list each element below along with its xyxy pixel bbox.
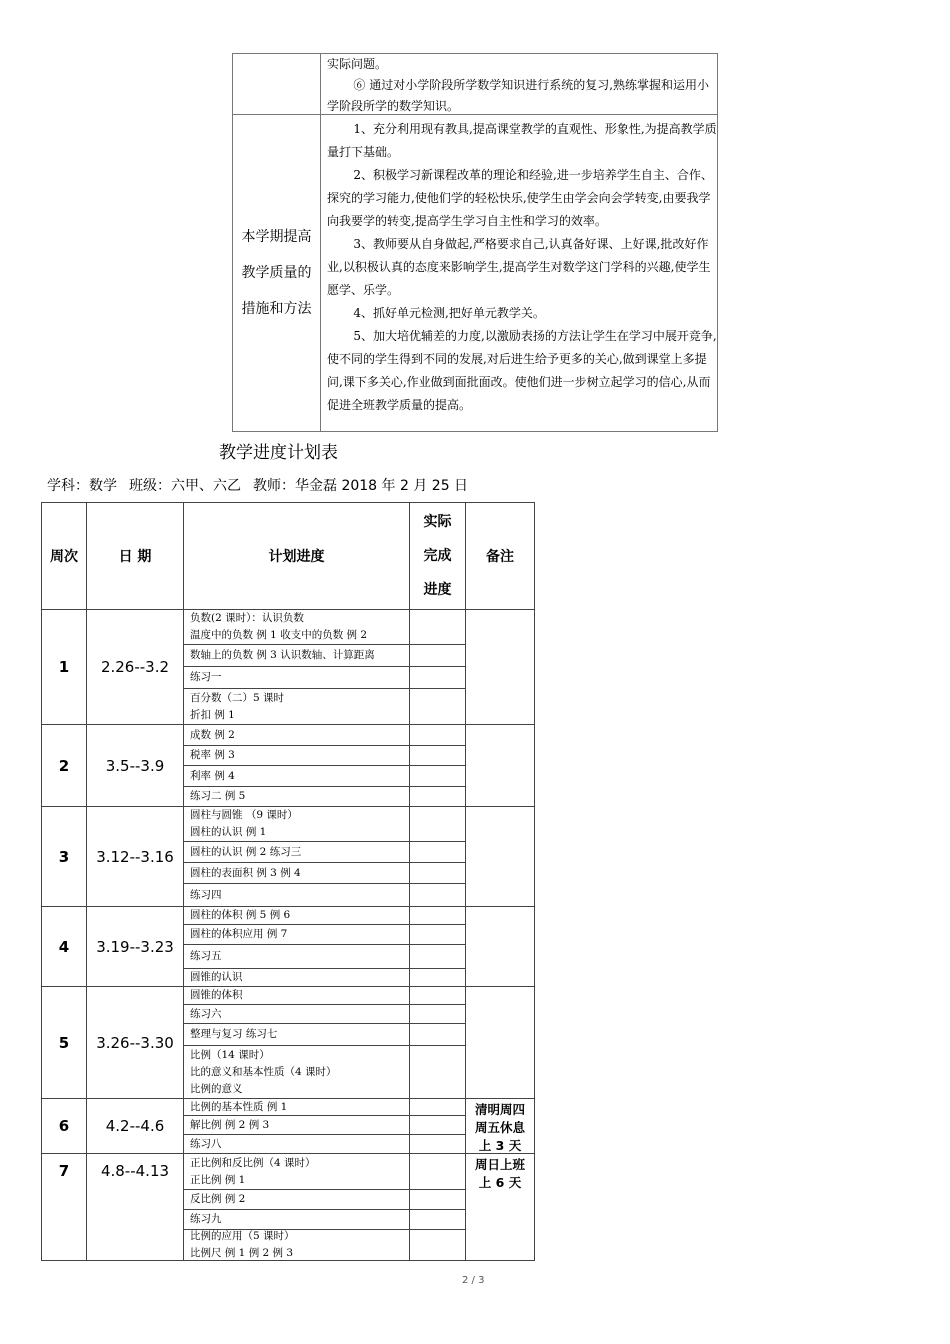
header-week: 周次 bbox=[41, 502, 87, 610]
plan-row bbox=[183, 806, 410, 842]
week-date-cell bbox=[86, 1153, 184, 1261]
actual-progress-cell bbox=[409, 806, 466, 842]
header-note: 备注 bbox=[465, 502, 535, 610]
plan-line: 整理与复习 练习七 bbox=[190, 1028, 278, 1040]
week-date: 3.12--3.16 bbox=[96, 847, 174, 866]
plan-line: 圆锥的体积 bbox=[190, 989, 243, 1001]
plan-row bbox=[183, 688, 410, 725]
week-number-cell bbox=[41, 609, 87, 725]
actual-progress-cell bbox=[409, 765, 466, 787]
week-date-cell bbox=[86, 609, 184, 725]
header-actual-line-2: 完成 bbox=[423, 548, 452, 564]
header-actual bbox=[409, 502, 466, 610]
plan-line: 练习六 bbox=[190, 1007, 222, 1020]
actual-progress-cell bbox=[409, 841, 466, 863]
note-text: 清明周四周五休息上 3 天 bbox=[474, 1102, 525, 1153]
week-number-cell bbox=[41, 986, 87, 1099]
header-actual-line-1: 实际 bbox=[423, 514, 452, 530]
plan-line: 税率 例 3 bbox=[190, 749, 235, 761]
plan-row bbox=[183, 968, 410, 987]
note-text: 周日上班上 6 天 bbox=[474, 1157, 525, 1190]
week-date: 4.2--4.6 bbox=[105, 1117, 165, 1135]
week-date: 4.8--4.13 bbox=[100, 1162, 170, 1180]
week-number: 1 bbox=[58, 658, 70, 676]
plan-row bbox=[183, 786, 410, 807]
actual-progress-cell bbox=[409, 786, 466, 807]
plan-row bbox=[183, 862, 410, 884]
plan-line: 负数(2 课时）：认识负数 bbox=[190, 612, 304, 624]
actual-progress-cell bbox=[409, 1115, 466, 1135]
week-number-cell bbox=[41, 906, 87, 987]
actual-progress-cell bbox=[409, 1134, 466, 1154]
plan-row bbox=[183, 1004, 410, 1024]
actual-progress-cell bbox=[409, 688, 466, 725]
week-date-cell bbox=[86, 806, 184, 907]
plan-row bbox=[183, 1153, 410, 1190]
plan-line: 利率 例 4 bbox=[190, 769, 235, 782]
note-cell bbox=[465, 1153, 535, 1261]
plan-row bbox=[183, 841, 410, 863]
week-number-cell bbox=[41, 1153, 87, 1261]
plan-row bbox=[183, 1209, 410, 1230]
plan-row bbox=[183, 1115, 410, 1135]
plan-line: 练习八 bbox=[190, 1137, 222, 1150]
plan-line: 练习二 例 5 bbox=[190, 790, 246, 802]
week-date-cell bbox=[86, 986, 184, 1099]
plan-row bbox=[183, 1134, 410, 1154]
plan-line: 圆锥的认识 bbox=[190, 971, 243, 983]
subject-text: 学科：数学 bbox=[47, 478, 117, 494]
plan-line: 练习一 bbox=[190, 671, 222, 683]
week-date-cell bbox=[86, 1098, 184, 1154]
plan-line: 百分数（二）5 课时 bbox=[190, 691, 285, 704]
actual-progress-cell bbox=[409, 986, 466, 1005]
plan-line: 正比例 例 1 bbox=[190, 1173, 246, 1186]
note-cell bbox=[465, 906, 535, 987]
week-number-cell bbox=[41, 724, 87, 807]
week-number: 4 bbox=[58, 937, 70, 956]
plan-line: 温度中的负数 例 1 收支中的负数 例 2 bbox=[190, 629, 368, 641]
plan-line: 圆柱的体积 例 5 例 6 bbox=[190, 909, 291, 921]
plan-line: 练习四 bbox=[190, 888, 222, 901]
plan-line: 比的意义和基本性质（4 课时） bbox=[190, 1065, 337, 1078]
plan-line: 练习五 bbox=[190, 950, 222, 962]
actual-progress-cell bbox=[409, 1098, 466, 1116]
week-number-cell bbox=[41, 1098, 87, 1154]
plan-line: 解比例 例 2 例 3 bbox=[190, 1118, 270, 1131]
actual-progress-cell bbox=[409, 1045, 466, 1099]
continued-line-1: 实际问题。 bbox=[327, 57, 388, 71]
header-actual-line-3: 进度 bbox=[423, 582, 452, 598]
plan-line: 比例的意义 bbox=[190, 1082, 243, 1095]
actual-progress-cell bbox=[409, 1189, 466, 1210]
header-plan: 计划进度 bbox=[183, 502, 410, 610]
plan-line: 反比例 例 2 bbox=[190, 1193, 246, 1205]
plan-line: 比例尺 例 1 例 2 例 3 bbox=[190, 1247, 294, 1259]
plan-row bbox=[183, 1045, 410, 1099]
actual-progress-cell bbox=[409, 1153, 466, 1190]
actual-progress-cell bbox=[409, 968, 466, 987]
plan-line: 圆柱的表面积 例 3 例 4 bbox=[190, 866, 301, 879]
plan-row bbox=[183, 644, 410, 667]
plan-line: 成数 例 2 bbox=[190, 728, 235, 741]
actual-progress-cell bbox=[409, 924, 466, 945]
plan-line: 圆柱的认识 例 1 bbox=[190, 826, 267, 838]
week-number: 2 bbox=[58, 756, 70, 775]
plan-row bbox=[183, 765, 410, 787]
note-cell bbox=[465, 986, 535, 1099]
actual-progress-cell bbox=[409, 609, 466, 645]
plan-line: 练习九 bbox=[190, 1213, 222, 1225]
plan-line: 比例的基本性质 例 1 bbox=[190, 1100, 288, 1113]
plan-line: 折扣 例 1 bbox=[190, 708, 235, 721]
header-date: 日 期 bbox=[86, 502, 184, 610]
class-text: 班级：六甲、六乙 bbox=[129, 478, 241, 494]
page-number: 2 / 3 bbox=[462, 1275, 485, 1286]
actual-progress-cell bbox=[409, 1229, 466, 1261]
plan-line: 比例的应用（5 课时） bbox=[190, 1230, 295, 1242]
plan-row bbox=[183, 745, 410, 766]
actual-progress-cell bbox=[409, 644, 466, 667]
plan-line: 圆柱的体积应用 例 7 bbox=[190, 928, 288, 940]
actual-progress-cell bbox=[409, 906, 466, 925]
measure-item-5: 5、加大培优辅差的力度,以激励表扬的方法让学生在学习中展开竞争,使不同的学生得到不同的发展,对后进生给予更多的关心,做到课堂上多提问,课下多关心,作业做到面批面改。使他们进一步树立起学习的信心,从而促进全班教学质量的提高。 bbox=[327, 329, 717, 412]
plan-line: 比例（14 课时） bbox=[190, 1048, 270, 1061]
continued-line-2: ⑥ 通过对小学阶段所学数学知识进行系统的复习,熟练掌握和运用小学阶段所学的数学知识。 bbox=[327, 78, 710, 113]
plan-row bbox=[183, 724, 410, 746]
actual-progress-cell bbox=[409, 1023, 466, 1046]
plan-line: 圆柱的认识 例 2 练习三 bbox=[190, 845, 302, 858]
plan-subtitle bbox=[47, 475, 480, 495]
actual-progress-cell bbox=[409, 745, 466, 766]
continued-text-cell bbox=[320, 53, 718, 115]
actual-progress-cell bbox=[409, 666, 466, 689]
week-date: 3.19--3.23 bbox=[96, 937, 174, 956]
measure-item-3: 3、教师要从自身做起,严格要求自己,认真备好课、上好课,批改好作业,以积极认真的态度来影响学生,提高学生对数学这门学科的兴趣,使学生愿学、乐学。 bbox=[327, 237, 711, 297]
actual-progress-cell bbox=[409, 1004, 466, 1024]
actual-progress-cell bbox=[409, 944, 466, 969]
week-number-cell bbox=[41, 806, 87, 907]
measure-item-4: 4、抓好单元检测,把好单元教学关。 bbox=[353, 306, 545, 320]
week-number: 3 bbox=[58, 847, 70, 866]
week-date-cell bbox=[86, 724, 184, 807]
week-date-cell bbox=[86, 906, 184, 987]
week-number: 6 bbox=[58, 1117, 70, 1135]
plan-row bbox=[183, 1098, 410, 1116]
plan-line: 数轴上的负数 例 3 认识数轴、计算距离 bbox=[190, 649, 375, 661]
plan-line: 正比例和反比例（4 课时） bbox=[190, 1156, 316, 1169]
plan-row bbox=[183, 1229, 410, 1261]
note-cell bbox=[465, 806, 535, 907]
plan-row bbox=[183, 1189, 410, 1210]
measure-item-1: 1、充分利用现有教具,提高课堂教学的直观性、形象性,为提高教学质量打下基础。 bbox=[327, 122, 717, 159]
plan-row bbox=[183, 906, 410, 925]
measures-table bbox=[232, 53, 718, 432]
note-cell bbox=[465, 609, 535, 725]
week-date: 3.26--3.30 bbox=[96, 1033, 174, 1052]
measures-label-cell bbox=[232, 114, 321, 432]
plan-row bbox=[183, 1023, 410, 1046]
plan-row bbox=[183, 883, 410, 907]
actual-progress-cell bbox=[409, 1209, 466, 1230]
week-number: 7 bbox=[58, 1162, 70, 1180]
week-date: 3.5--3.9 bbox=[105, 756, 165, 775]
actual-progress-cell bbox=[409, 724, 466, 746]
plan-row bbox=[183, 666, 410, 689]
measure-item-2: 2、积极学习新课程改革的理论和经验,进一步培养学生自主、合作、探究的学习能力,使他们学的轻松快乐,使学生由学会向会学转变,由要我学向我要学的转变,提高学生学习自主性和学习的效率。 bbox=[327, 168, 713, 228]
measures-content-cell bbox=[320, 114, 718, 432]
note-cell bbox=[465, 724, 535, 807]
plan-row bbox=[183, 924, 410, 945]
measures-label: 本学期提高教学质量的措施和方法 bbox=[241, 229, 312, 317]
plan-line: 圆柱与圆锥 （9 课时） bbox=[190, 809, 298, 821]
plan-row bbox=[183, 609, 410, 645]
actual-progress-cell bbox=[409, 883, 466, 907]
schedule-table bbox=[41, 502, 535, 1260]
plan-row bbox=[183, 944, 410, 969]
note-cell bbox=[465, 1098, 535, 1154]
plan-row bbox=[183, 986, 410, 1005]
teacher-date-text: 教师：华金磊 2018 年 2 月 25 日 bbox=[253, 478, 469, 494]
blank-label-cell bbox=[232, 53, 321, 115]
week-number: 5 bbox=[58, 1033, 70, 1052]
actual-progress-cell bbox=[409, 862, 466, 884]
week-date: 2.26--3.2 bbox=[100, 658, 170, 676]
plan-title: 教学进度计划表 bbox=[219, 443, 338, 463]
